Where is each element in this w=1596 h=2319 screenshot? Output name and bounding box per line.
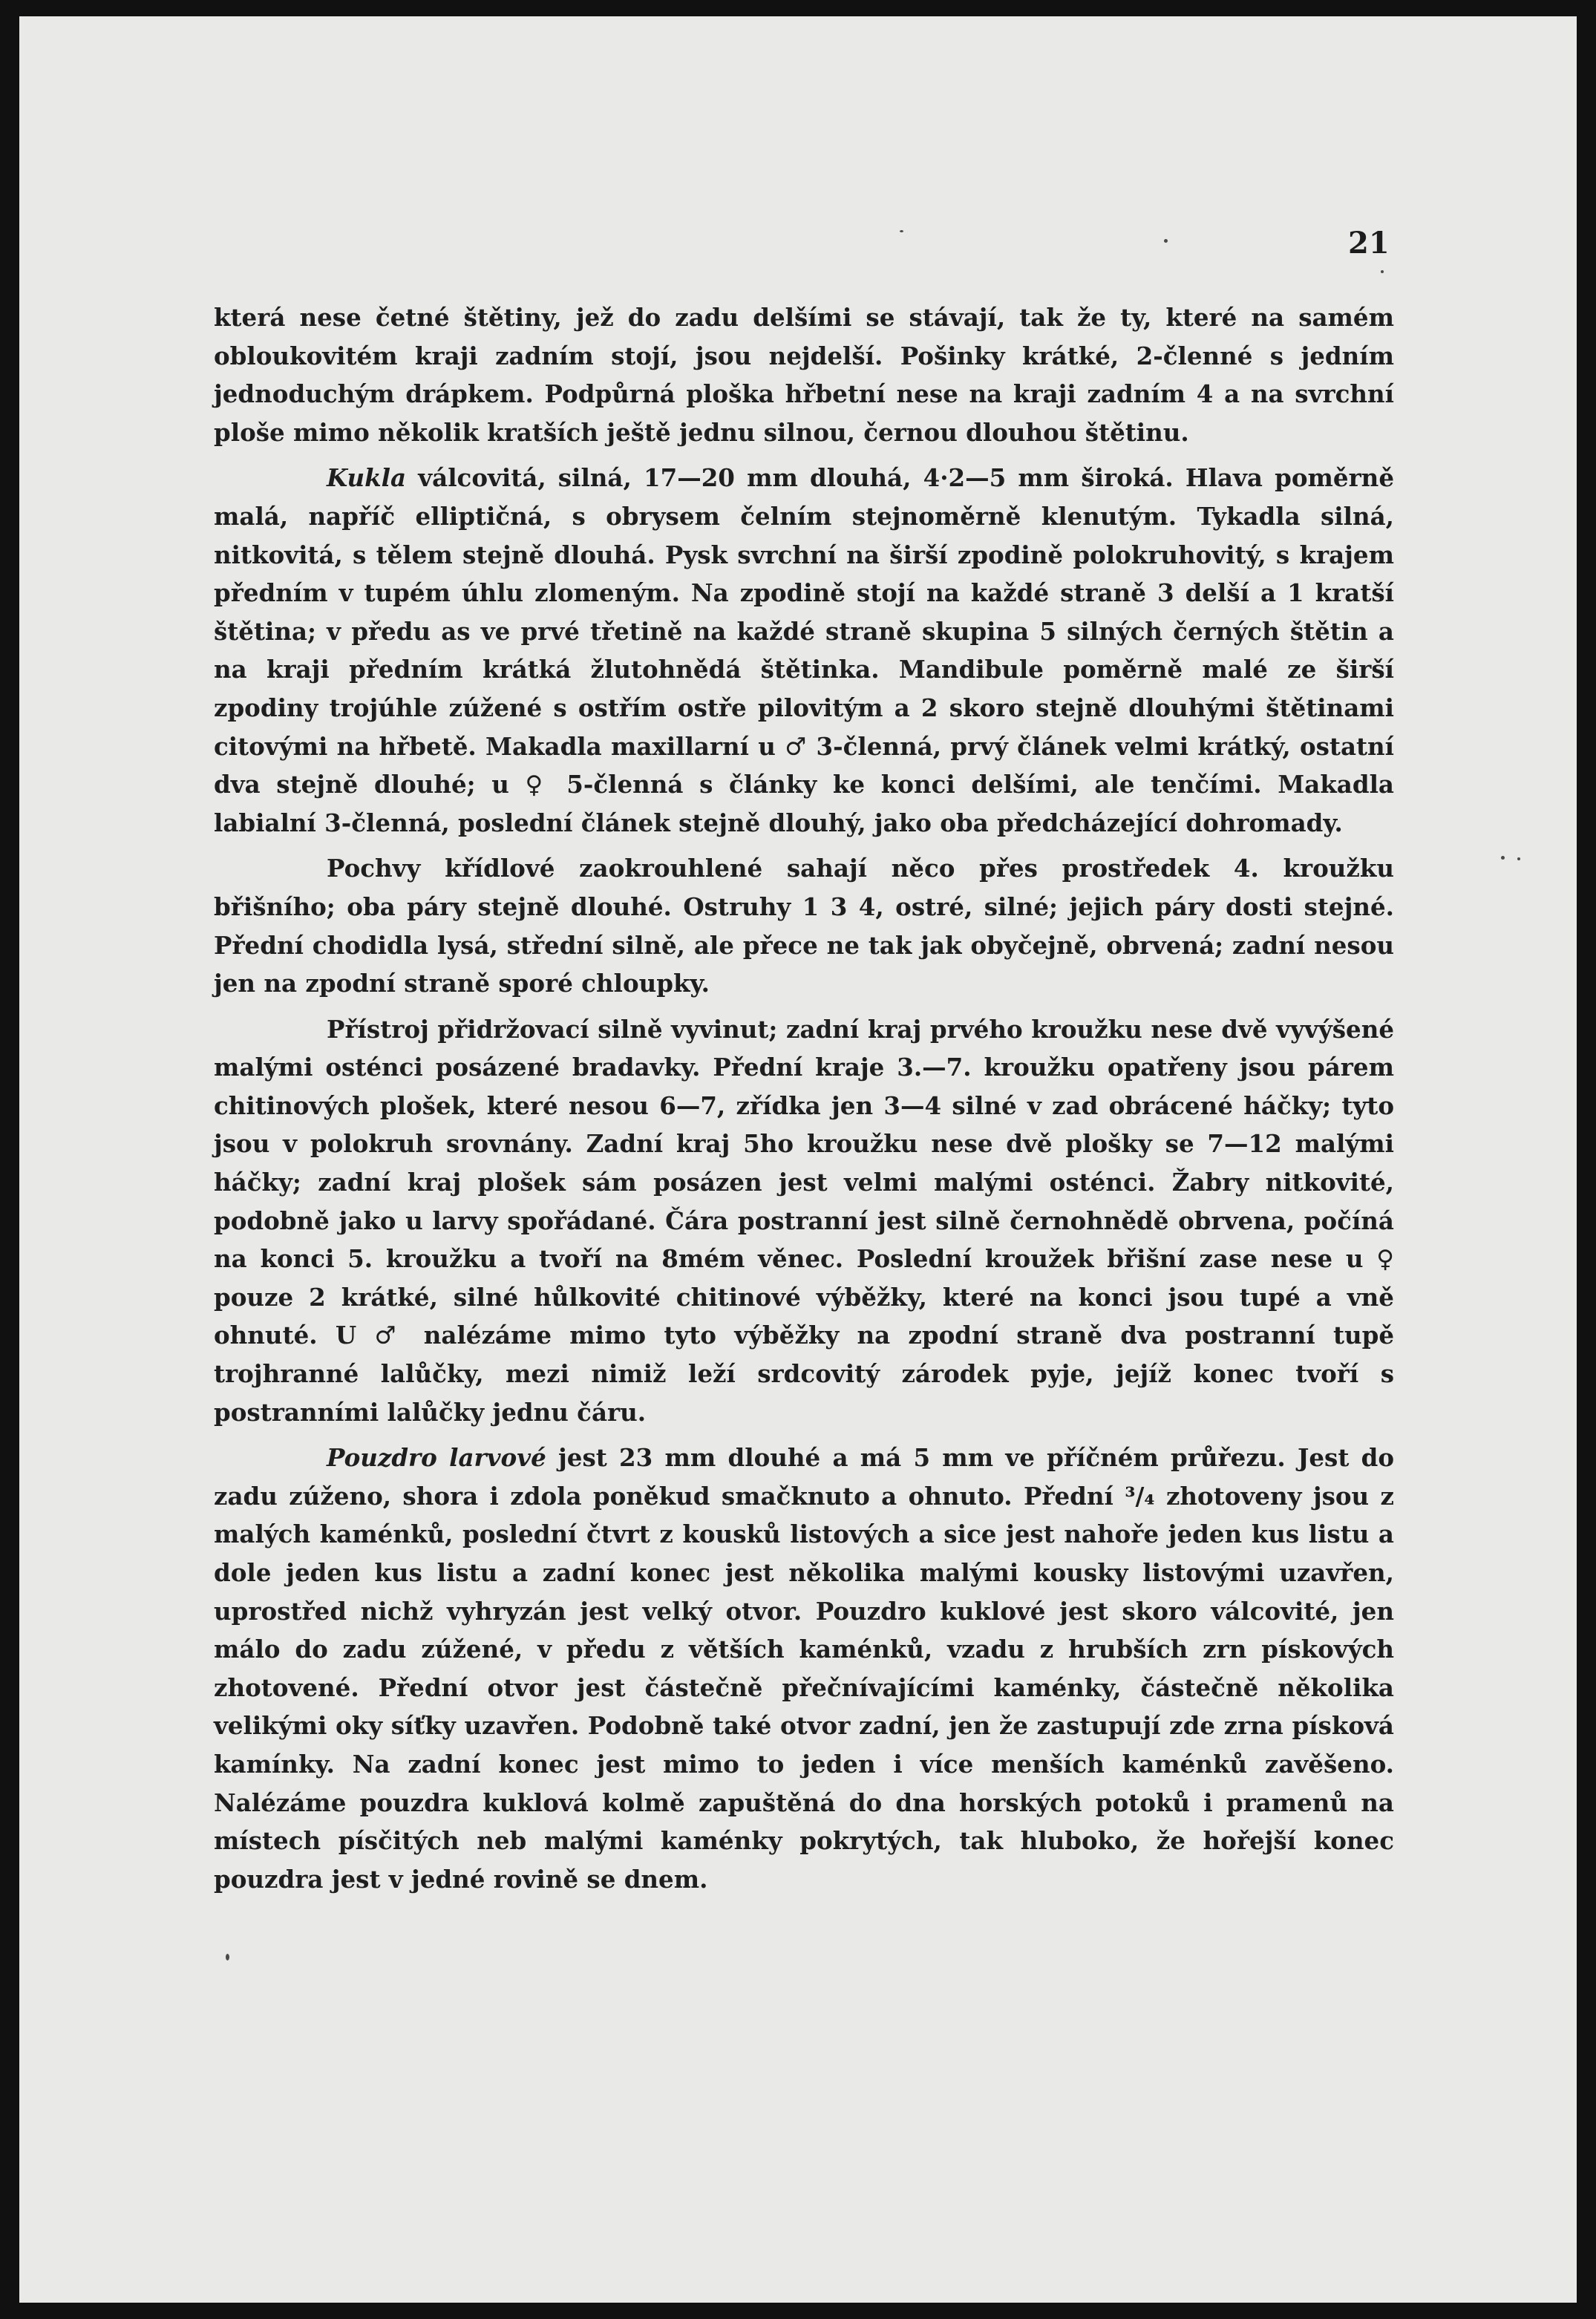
paragraph-text: která nese četné štětiny, jež do zadu delšími se stávají, tak že ty, které na samém obloukovitém kraji zadním stojí, jsou nejdelší. Pošinky krátké, 2-členné s jedním jednoduchým drápkem. Podpůrná ploška hřbetní nese na kraji zadním 4 a na svrchní ploše mimo několik kratších ještě jednu silnou, černou dlouhou štětinu. (214, 303, 1394, 447)
page-number: 21 (1348, 226, 1390, 261)
paragraph-text: jest 23 mm dlouhé a má 5 mm ve příčném průřezu. Jest do zadu zúženo, shora i zdola poněkud smačknuto a ohnuto. Přední ³/₄ zhotoveny jsou z malých kaménků, poslední čtvrt z kousků listových a sice jest nahoře jeden kus listu a dole jeden kus listu a zadní konec jest několika malými kousky listovými uzavřen, uprostřed nichž vyhryzán jest velký otvor. Pouzdro kuklové jest skoro válcovité, jen málo do zadu zúžené, v předu z větších kaménků, vzadu z hrubších zrn pískových zhotovené. Přední otvor jest částečně přečnívajícími kaménky, částečně několika velikými oky síťky uzavřen. Podobně také otvor zadní, jen že zastupují zde zrna písková kamínky. Na zadní konec jest mimo to jeden i více menších kaménků zavěšeno. Nalézáme pouzdra kuklová kolmě zapuštěná do dna horských potoků i pramenů na místech písčitých neb malými kaménky pokrytých, tak hluboko, že hořejší konec pouzdra jest v jedné rovině se dnem. (214, 1443, 1394, 1894)
body-text (214, 298, 1394, 1898)
paragraph-text: Přístroj přidržovací silně vyvinut; zadní kraj prvého kroužku nese dvě vyvýšené malými osténci posázené bradavky. Přední kraje 3.—7. kroužku opatřeny jsou párem chitinových plošek, které nesou 6—7, zřídka jen 3—4 silné v zad obrácené háčky; tyto jsou v polokruh srovnány. Zadní kraj 5ho kroužku nese dvě plošky se 7—12 malými háčky; zadní kraj plošek sám posázen jest velmi malými osténci. Žabry nitkovité, podobně jako u larvy spořádané. Čára postranní jest silně černohnědě obrvena, počíná na konci 5. kroužku a tvoří na 8mém věnec. Poslední kroužek břišní zase nese u ♀ pouze 2 krátké, silné hůlkovité chitinové výběžky, které na konci jsou tupé a vně ohnuté. U ♂ nalézáme mimo tyto výběžky na zpodní straně dva postranní tupě trojhranné lalůčky, mezi nimiž leží srdcovitý zárodek pyje, jejíž konec tvoří s postranními lalůčky jednu čáru. (214, 1014, 1394, 1427)
paragraph (214, 849, 1394, 1002)
paragraph (214, 1010, 1394, 1432)
scan-speck (226, 1954, 229, 1960)
scan-speck (1381, 270, 1384, 273)
paragraph-lead-term: Kukla (327, 463, 407, 493)
paragraph (214, 298, 1394, 451)
paragraph-lead-term: Pouzdro larvové (327, 1443, 546, 1473)
scan-speck (1501, 856, 1505, 860)
scan-speck (1517, 857, 1520, 860)
paragraph-text: válcovitá, silná, 17—20 mm dlouhá, 4·2—5 mm široká. Hlava poměrně malá, napříč elliptičná, s obrysem čelním stejnoměrně klenutým. Tykadla silná, nitkovitá, s tělem stejně dlouhá. Pysk svrchní na širší zpodině polokruhovitý, s krajem předním v tupém úhlu zlomeným. Na zpodině stojí na každé straně 3 delší a 1 kratší štětina; v předu as ve prvé třetině na každé straně skupina 5 silných černých štětin a na kraji předním krátká žlutohnědá štětinka. Mandibule poměrně malé ze širší zpodiny trojúhle zúžené s ostřím ostře pilovitým a 2 skoro stejně dlouhými štětinami citovými na hřbetě. Makadla maxillarní u ♂ 3-členná, prvý článek velmi krátký, ostatní dva stejně dlouhé; u ♀ 5-členná s články ke konci delšími, ale tenčími. Makadla labialní 3-členná, poslední článek stejně dlouhý, jako oba předcházející dohromady. (214, 463, 1394, 837)
scan-speck (1164, 239, 1168, 243)
scan-speck (900, 230, 903, 232)
scanned-page (19, 16, 1577, 2303)
paragraph-text: Pochvy křídlové zaokrouhlené sahají něco přes prostředek 4. kroužku břišního; oba páry stejně dlouhé. Ostruhy 1 3 4, ostré, silné; jejich páry dosti stejné. Přední chodidla lysá, střední silně, ale přece ne tak jak obyčejně, obrvená; zadní nesou jen na zpodní straně sporé chloupky. (214, 854, 1394, 998)
paragraph (214, 1439, 1394, 1898)
paragraph (214, 459, 1394, 842)
